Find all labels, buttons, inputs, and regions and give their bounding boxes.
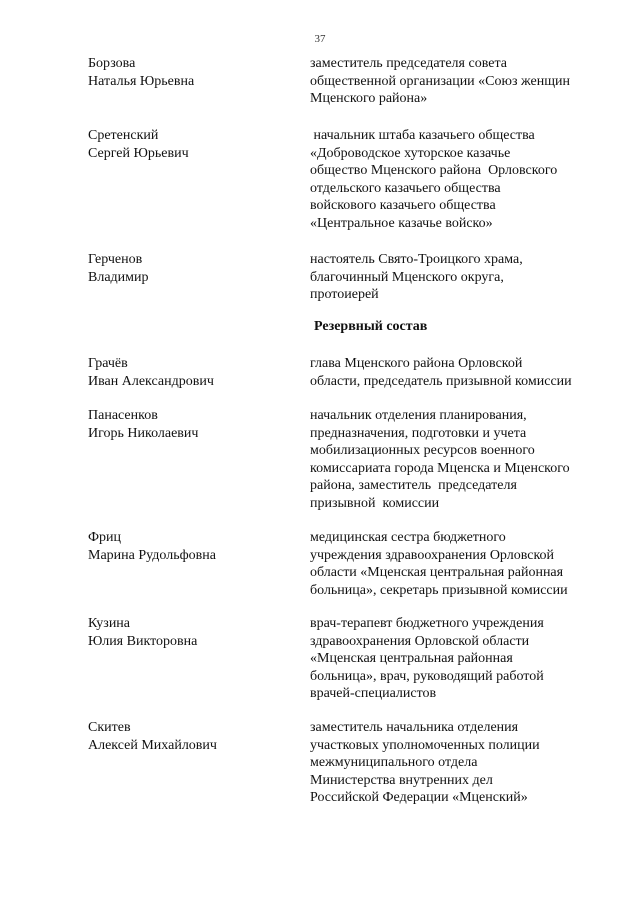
member-role xyxy=(310,719,620,807)
member-role xyxy=(310,251,620,304)
member-surname: Кузина xyxy=(88,616,131,631)
role-line: настоятель Свято-Троицкого храма, xyxy=(310,252,523,267)
member-name xyxy=(88,719,288,755)
role-line: учреждения здравоохранения Орловской xyxy=(310,547,555,563)
role-line: отдельского казачьего общества xyxy=(310,180,501,196)
role-line: призывной комиссии xyxy=(310,495,440,511)
member-role xyxy=(310,615,620,703)
member-role xyxy=(310,355,620,390)
role-line: врачей-специалистов xyxy=(310,686,437,701)
section-title: Резервный состав xyxy=(314,319,428,334)
role-line: заместитель председателя совета xyxy=(310,56,507,71)
role-line: войскового казачьего общества xyxy=(310,198,496,213)
role-line: глава Мценского района Орловской xyxy=(310,356,523,371)
member-name xyxy=(88,407,288,443)
member-surname: Скитев xyxy=(88,720,131,735)
member-surname: Грачёв xyxy=(88,356,128,371)
role-line: общественной организации «Союз женщин xyxy=(310,73,570,89)
role-line: «Центральное казачье войско» xyxy=(310,215,493,231)
role-line: протоиерей xyxy=(310,287,379,302)
member-name xyxy=(88,355,288,391)
role-line: области, председатель призывной комиссии xyxy=(310,373,572,389)
member-name xyxy=(88,529,288,565)
role-line: Мценского района» xyxy=(310,91,428,106)
role-line: области «Мценская центральная районная xyxy=(310,565,564,580)
member-given-names: Игорь Николаевич xyxy=(88,426,199,441)
page-number: 37 xyxy=(314,33,326,45)
member-surname: Борзова xyxy=(88,56,136,71)
role-line: благочинный Мценского округа, xyxy=(310,269,504,285)
role-line: начальник штаба казачьего общества xyxy=(310,128,535,143)
member-given-names: Марина Рудольфовна xyxy=(88,548,216,563)
member-given-names: Наталья Юрьевна xyxy=(88,74,195,89)
role-line: заместитель начальника отделения xyxy=(310,720,519,735)
member-given-names: Иван Александрович xyxy=(88,374,214,389)
role-line: больница», врач, руководящий работой xyxy=(310,668,544,684)
member-surname: Панасенков xyxy=(88,408,158,423)
role-line: больница», секретарь призывной комиссии xyxy=(310,582,568,598)
member-name xyxy=(88,127,288,163)
role-line: медицинская сестра бюджетного xyxy=(310,530,506,545)
role-line: здравоохранения Орловской области xyxy=(310,633,530,649)
role-line: «Мценская центральная районная xyxy=(310,651,513,666)
member-role xyxy=(310,127,620,232)
role-line: межмуниципального отдела xyxy=(310,755,478,770)
role-line: врач-терапевт бюджетного учреждения xyxy=(310,616,544,631)
role-line: общество Мценского района Орловского xyxy=(310,163,558,178)
role-line: участковых уполномоченных полиции xyxy=(310,737,540,753)
role-line: района, заместитель председателя xyxy=(310,478,517,493)
role-line: комиссариата города Мценска и Мценского xyxy=(310,460,570,476)
member-given-names: Алексей Михайлович xyxy=(88,738,217,753)
member-role xyxy=(310,55,620,108)
role-line: начальник отделения планирования, xyxy=(310,408,527,423)
member-given-names: Сергей Юрьевич xyxy=(88,146,189,161)
role-line: «Доброводское хуторское казачье xyxy=(310,145,511,161)
member-given-names: Юлия Викторовна xyxy=(88,634,198,649)
role-line: Министерства внутренних дел xyxy=(310,772,493,788)
member-surname: Герченов xyxy=(88,252,143,267)
member-name xyxy=(88,55,288,91)
member-role xyxy=(310,407,620,512)
member-surname: Фриц xyxy=(88,530,122,545)
member-name xyxy=(88,251,288,287)
role-line: мобилизационных ресурсов военного xyxy=(310,443,535,458)
role-line: Российской Федерации «Мценский» xyxy=(310,790,528,805)
member-name xyxy=(88,615,288,651)
member-surname: Сретенский xyxy=(88,128,159,143)
role-line: предназначения, подготовки и учета xyxy=(310,425,527,441)
member-role xyxy=(310,529,620,599)
member-given-names: Владимир xyxy=(88,270,149,285)
